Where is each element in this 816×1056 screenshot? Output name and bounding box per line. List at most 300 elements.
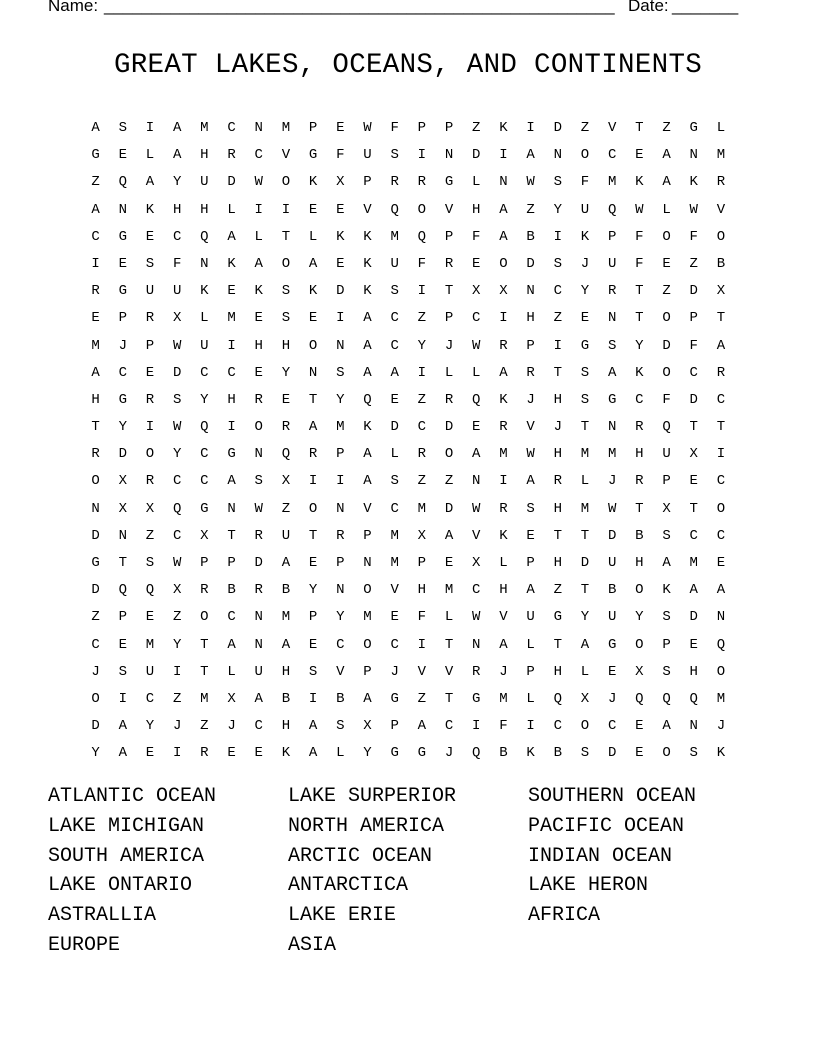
- grid-letter: K: [254, 283, 263, 300]
- grid-letter: H: [635, 555, 644, 571]
- grid-letter: H: [553, 391, 562, 408]
- grid-letter: C: [689, 364, 698, 381]
- grid-row: [82, 686, 742, 713]
- grid-letter: K: [145, 201, 155, 218]
- grid-letter: C: [716, 473, 726, 490]
- grid-letter: E: [254, 310, 263, 327]
- grid-letter: L: [472, 364, 481, 381]
- grid-letter: K: [200, 283, 209, 300]
- grid-letter: H: [689, 663, 698, 680]
- grid-letter: S: [390, 473, 399, 490]
- grid-row: [82, 577, 742, 604]
- grid-letter: K: [363, 419, 372, 436]
- grid-letter: A: [499, 201, 508, 218]
- grid-letter: Z: [662, 120, 671, 136]
- grid-letter: U: [390, 255, 399, 272]
- grid-letter: E: [118, 636, 127, 653]
- grid-letter: F: [689, 228, 698, 245]
- grid-letter: N: [689, 147, 698, 164]
- word-list-item: SOUTHERN OCEAN: [528, 785, 697, 808]
- grid-letter: Z: [417, 391, 427, 408]
- grid-letter: I: [118, 690, 127, 707]
- grid-letter: D: [91, 527, 100, 544]
- grid-letter: H: [200, 147, 209, 164]
- grid-letter: H: [499, 582, 508, 599]
- grid-letter: N: [336, 582, 345, 599]
- grid-letter: G: [607, 391, 617, 408]
- grid-letter: E: [118, 147, 127, 164]
- grid-letter: N: [254, 609, 263, 626]
- grid-letter: Y: [172, 636, 182, 653]
- grid-letter: O: [91, 690, 100, 707]
- grid-letter: W: [526, 174, 535, 191]
- grid-letter: I: [336, 310, 345, 327]
- grid-letter: X: [145, 500, 155, 517]
- grid-letter: M: [200, 690, 209, 707]
- grid-letter: M: [390, 228, 399, 245]
- grid-letter: H: [172, 201, 182, 218]
- grid-letter: M: [227, 310, 236, 327]
- grid-letter: V: [607, 120, 617, 136]
- grid-letter: J: [580, 255, 590, 272]
- grid-letter: O: [716, 500, 726, 517]
- grid-letter: S: [118, 663, 127, 680]
- grid-letter: Y: [363, 745, 372, 762]
- grid-letter: C: [172, 527, 182, 544]
- word-list-item: LAKE SURPERIOR: [288, 785, 457, 808]
- grid-letter: M: [607, 446, 617, 463]
- grid-letter: E: [308, 310, 318, 327]
- word-list-item: LAKE MICHIGAN: [48, 814, 205, 838]
- grid-letter: F: [580, 174, 590, 191]
- grid-letter: V: [363, 500, 372, 517]
- grid-letter: I: [172, 663, 182, 680]
- grid-letter: Z: [472, 120, 481, 136]
- grid-letter: A: [308, 255, 318, 272]
- grid-letter: T: [580, 527, 590, 544]
- grid-letter: L: [499, 555, 508, 571]
- grid-letter: O: [363, 636, 372, 653]
- grid-letter: T: [716, 419, 726, 436]
- grid-letter: J: [607, 473, 617, 490]
- grid-letter: S: [390, 147, 399, 164]
- grid-letter: N: [363, 555, 372, 571]
- grid-letter: A: [145, 174, 155, 191]
- grid-letter: A: [281, 555, 291, 571]
- grid-letter: L: [580, 473, 590, 490]
- grid-letter: Z: [417, 310, 427, 327]
- grid-letter: Z: [662, 283, 671, 300]
- grid-letter: P: [526, 555, 535, 571]
- grid-letter: R: [553, 473, 562, 490]
- grid-letter: E: [254, 745, 263, 762]
- grid-letter: J: [390, 663, 399, 680]
- grid-letter: F: [390, 120, 399, 136]
- grid-letter: C: [200, 446, 209, 463]
- grid-letter: R: [635, 473, 644, 490]
- grid-letter: Z: [91, 609, 100, 626]
- grid-letter: Z: [91, 174, 100, 191]
- grid-letter: Q: [281, 446, 291, 463]
- grid-letter: R: [444, 255, 454, 272]
- grid-letter: L: [145, 147, 155, 164]
- grid-letter: U: [662, 446, 671, 463]
- grid-letter: Q: [662, 690, 671, 707]
- grid-letter: P: [417, 555, 427, 571]
- grid-letter: O: [417, 201, 427, 218]
- grid-letter: W: [172, 419, 182, 436]
- grid-letter: M: [145, 636, 155, 653]
- grid-letter: G: [390, 690, 399, 707]
- grid-row: [82, 224, 742, 251]
- grid-letter: C: [172, 228, 182, 245]
- grid-letter: X: [118, 473, 127, 490]
- grid-letter: C: [200, 364, 209, 381]
- grid-letter: O: [444, 446, 454, 463]
- grid-letter: T: [689, 419, 698, 436]
- grid-letter: H: [281, 718, 291, 735]
- grid-letter: M: [444, 582, 454, 599]
- grid-row: [82, 115, 742, 142]
- grid-letter: E: [390, 391, 399, 408]
- grid-letter: T: [444, 690, 454, 707]
- grid-letter: T: [308, 527, 318, 544]
- grid-letter: E: [472, 255, 481, 272]
- grid-letter: H: [553, 663, 562, 680]
- word-list-item: SOUTH AMERICA: [48, 844, 205, 868]
- grid-letter: K: [363, 283, 372, 300]
- grid-letter: N: [254, 120, 263, 136]
- grid-letter: Y: [281, 364, 291, 381]
- grid-letter: Q: [200, 228, 209, 245]
- grid-letter: V: [716, 201, 726, 218]
- grid-letter: T: [308, 391, 318, 408]
- grid-letter: A: [363, 473, 372, 490]
- grid-letter: C: [91, 636, 100, 653]
- grid-letter: M: [91, 337, 100, 354]
- grid-letter: Z: [444, 473, 454, 490]
- grid-letter: W: [472, 500, 481, 517]
- grid-letter: D: [172, 364, 182, 381]
- grid-letter: H: [635, 446, 644, 463]
- grid-letter: E: [635, 718, 644, 735]
- grid-letter: P: [308, 609, 318, 626]
- grid-row: [82, 387, 742, 414]
- grid-letter: P: [363, 527, 372, 544]
- grid-letter: A: [91, 201, 100, 218]
- word-list-item: AFRICA: [528, 904, 601, 928]
- grid-letter: R: [145, 391, 155, 408]
- grid-letter: P: [417, 120, 427, 136]
- word-list-item: EUROPE: [48, 933, 121, 957]
- grid-letter: Z: [689, 255, 698, 272]
- grid-row: [82, 305, 742, 332]
- grid-letter: G: [390, 745, 399, 762]
- grid-letter: I: [526, 718, 535, 735]
- grid-letter: N: [607, 419, 617, 436]
- grid-letter: T: [200, 636, 209, 653]
- grid-letter: D: [526, 255, 535, 272]
- grid-letter: O: [635, 636, 644, 653]
- grid-letter: Z: [417, 690, 427, 707]
- grid-letter: P: [662, 473, 671, 490]
- grid-letter: U: [281, 527, 291, 544]
- grid-letter: V: [390, 582, 399, 599]
- grid-letter: O: [662, 228, 671, 245]
- grid-letter: X: [172, 310, 182, 327]
- grid-letter: C: [254, 147, 263, 164]
- grid-letter: T: [635, 500, 644, 517]
- grid-letter: W: [172, 337, 182, 354]
- grid-letter: R: [254, 391, 263, 408]
- grid-letter: C: [635, 391, 644, 408]
- grid-letter: Z: [172, 690, 182, 707]
- grid-letter: T: [635, 120, 644, 136]
- grid-letter: E: [281, 391, 291, 408]
- grid-letter: I: [417, 283, 427, 300]
- grid-letter: C: [553, 283, 562, 300]
- grid-letter: C: [607, 147, 617, 164]
- grid-letter: X: [363, 718, 372, 735]
- grid-letter: H: [472, 201, 481, 218]
- grid-letter: J: [716, 718, 726, 735]
- grid-letter: Y: [200, 391, 209, 408]
- grid-letter: V: [336, 663, 345, 680]
- grid-row: [82, 169, 742, 196]
- grid-letter: R: [472, 663, 481, 680]
- grid-letter: K: [308, 174, 318, 191]
- grid-letter: P: [118, 310, 127, 327]
- grid-letter: G: [227, 446, 236, 463]
- grid-letter: L: [254, 228, 263, 245]
- grid-letter: E: [145, 609, 155, 626]
- grid-letter: T: [635, 310, 644, 327]
- grid-letter: T: [689, 500, 698, 517]
- grid-letter: O: [635, 582, 644, 599]
- grid-letter: O: [308, 500, 318, 517]
- grid-letter: Z: [553, 310, 562, 327]
- grid-letter: A: [363, 690, 372, 707]
- grid-letter: U: [607, 555, 617, 571]
- grid-letter: N: [254, 636, 263, 653]
- grid-letter: S: [580, 391, 590, 408]
- grid-letter: F: [635, 228, 644, 245]
- grid-letter: U: [580, 201, 590, 218]
- grid-letter: O: [662, 745, 671, 762]
- grid-letter: A: [499, 228, 508, 245]
- grid-letter: Y: [91, 745, 100, 762]
- grid-letter: I: [417, 636, 427, 653]
- grid-letter: P: [145, 337, 155, 354]
- grid-letter: R: [254, 582, 263, 599]
- grid-letter: N: [716, 609, 726, 626]
- grid-letter: Z: [526, 201, 535, 218]
- grid-letter: P: [444, 228, 454, 245]
- grid-letter: C: [91, 228, 100, 245]
- grid-letter: H: [91, 391, 100, 408]
- grid-letter: R: [145, 310, 155, 327]
- grid-letter: P: [363, 663, 372, 680]
- grid-letter: A: [499, 636, 508, 653]
- grid-letter: S: [662, 609, 671, 626]
- grid-letter: C: [716, 527, 726, 544]
- grid-row: [82, 713, 742, 740]
- grid-letter: Y: [336, 609, 345, 626]
- word-list-item: ASTRALLIA: [48, 904, 157, 928]
- grid-letter: R: [499, 337, 508, 354]
- grid-letter: A: [417, 718, 427, 735]
- grid-letter: I: [145, 120, 155, 136]
- grid-letter: X: [499, 283, 508, 300]
- grid-letter: V: [281, 147, 291, 164]
- grid-letter: D: [689, 283, 698, 300]
- grid-letter: A: [227, 228, 236, 245]
- grid-letter: L: [200, 310, 209, 327]
- grid-letter: Y: [635, 609, 644, 626]
- grid-letter: C: [254, 718, 263, 735]
- grid-letter: N: [472, 473, 481, 490]
- word-list-item: ASIA: [288, 933, 337, 957]
- grid-letter: Q: [145, 582, 155, 599]
- grid-letter: V: [472, 527, 481, 544]
- grid-letter: L: [227, 663, 236, 680]
- grid-letter: N: [472, 636, 481, 653]
- grid-letter: P: [607, 228, 617, 245]
- grid-letter: A: [444, 527, 454, 544]
- grid-letter: O: [281, 174, 291, 191]
- grid-letter: Q: [472, 745, 481, 762]
- grid-letter: N: [336, 500, 345, 517]
- grid-letter: S: [145, 555, 155, 571]
- grid-letter: T: [227, 527, 236, 544]
- grid-letter: L: [472, 174, 481, 191]
- word-list-item: PACIFIC OCEAN: [528, 814, 685, 838]
- grid-letter: N: [91, 500, 100, 517]
- grid-letter: U: [254, 663, 263, 680]
- grid-letter: E: [227, 745, 236, 762]
- grid-letter: F: [635, 255, 644, 272]
- grid-letter: G: [417, 745, 427, 762]
- name-blank-line: ______________________________________________________: [104, 0, 615, 15]
- grid-letter: K: [308, 283, 318, 300]
- grid-letter: X: [227, 690, 236, 707]
- grid-letter: G: [580, 337, 590, 354]
- grid-letter: K: [526, 745, 535, 762]
- grid-letter: C: [227, 120, 236, 136]
- grid-letter: T: [200, 663, 209, 680]
- grid-letter: K: [689, 174, 698, 191]
- grid-letter: A: [662, 555, 671, 571]
- grid-letter: M: [363, 609, 372, 626]
- grid-letter: E: [145, 228, 155, 245]
- letter-grid: [82, 115, 742, 768]
- grid-letter: G: [689, 120, 698, 136]
- grid-letter: A: [308, 718, 318, 735]
- grid-letter: X: [172, 582, 182, 599]
- grid-letter: C: [390, 636, 399, 653]
- grid-letter: Q: [363, 391, 372, 408]
- grid-letter: J: [553, 419, 562, 436]
- grid-letter: Z: [145, 527, 155, 544]
- grid-letter: E: [580, 310, 590, 327]
- grid-letter: Q: [716, 636, 726, 653]
- grid-letter: G: [308, 147, 318, 164]
- grid-letter: Q: [472, 391, 481, 408]
- grid-letter: L: [580, 663, 590, 680]
- grid-letter: H: [553, 555, 562, 571]
- grid-row: [82, 550, 742, 577]
- grid-letter: W: [172, 555, 182, 571]
- grid-row: [82, 197, 742, 224]
- grid-row: [82, 468, 742, 495]
- grid-letter: B: [553, 745, 562, 762]
- grid-letter: D: [91, 582, 100, 599]
- grid-letter: G: [200, 500, 209, 517]
- grid-letter: T: [553, 636, 562, 653]
- grid-letter: T: [580, 582, 590, 599]
- word-list-item: NORTH AMERICA: [288, 814, 445, 838]
- grid-letter: Z: [200, 718, 209, 735]
- grid-letter: Z: [172, 609, 182, 626]
- grid-row: [82, 333, 742, 360]
- grid-letter: S: [281, 310, 291, 327]
- grid-letter: A: [580, 636, 590, 653]
- grid-letter: O: [662, 364, 671, 381]
- grid-letter: A: [526, 147, 535, 164]
- grid-letter: D: [91, 718, 100, 735]
- grid-letter: B: [227, 582, 236, 599]
- grid-row: [82, 496, 742, 523]
- grid-letter: O: [254, 419, 263, 436]
- grid-letter: L: [444, 609, 454, 626]
- grid-letter: I: [499, 147, 508, 164]
- grid-letter: A: [254, 690, 263, 707]
- grid-letter: P: [118, 609, 127, 626]
- grid-letter: J: [227, 718, 236, 735]
- grid-letter: I: [472, 718, 481, 735]
- grid-letter: A: [363, 310, 372, 327]
- grid-letter: Q: [118, 582, 127, 599]
- grid-letter: I: [417, 147, 427, 164]
- puzzle-title: GREAT LAKES, OCEANS, AND CONTINENTS: [113, 50, 703, 81]
- grid-letter: R: [281, 419, 291, 436]
- grid-row: [82, 659, 742, 686]
- name-label: Name:: [48, 0, 99, 15]
- word-list-item: ATLANTIC OCEAN: [48, 785, 217, 808]
- grid-letter: M: [200, 120, 209, 136]
- grid-letter: W: [472, 337, 481, 354]
- grid-letter: F: [417, 255, 427, 272]
- grid-letter: D: [662, 337, 671, 354]
- grid-letter: J: [499, 663, 508, 680]
- grid-letter: G: [118, 391, 127, 408]
- grid-letter: I: [281, 201, 291, 218]
- grid-letter: U: [200, 337, 209, 354]
- grid-letter: I: [308, 690, 318, 707]
- grid-letter: Q: [662, 419, 671, 436]
- grid-letter: O: [308, 337, 318, 354]
- grid-letter: N: [553, 147, 562, 164]
- grid-letter: D: [118, 446, 127, 463]
- grid-letter: I: [417, 364, 427, 381]
- grid-letter: Y: [635, 337, 644, 354]
- grid-letter: M: [716, 147, 726, 164]
- grid-letter: R: [499, 500, 508, 517]
- word-list-item: ANTARCTICA: [288, 874, 409, 898]
- grid-letter: H: [553, 446, 562, 463]
- grid-letter: K: [716, 745, 726, 762]
- grid-letter: E: [336, 201, 345, 218]
